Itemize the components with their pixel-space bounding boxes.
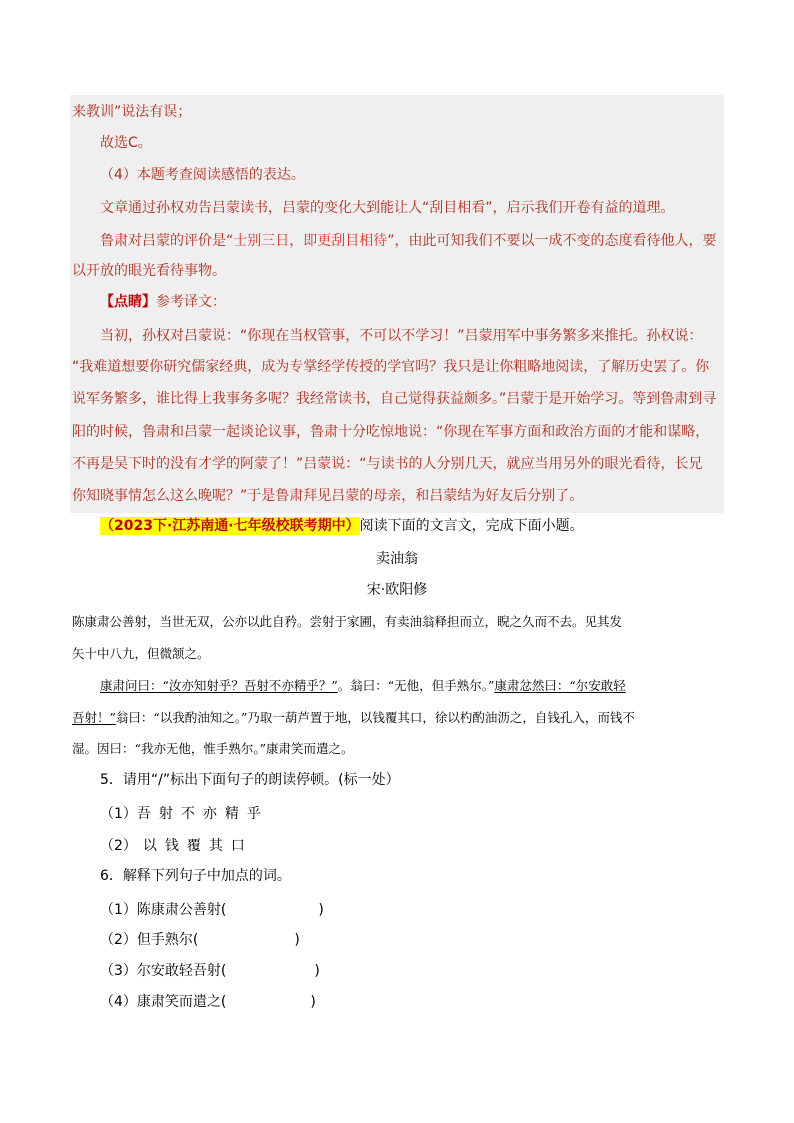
translation-line-6: 你知晓事情怎么这么晚呢？”于是鲁肃拜见吕蒙的母亲，和吕蒙结为好友后分别了。 [72,488,584,504]
translation-line-2: “我难道想要你研究儒家经典，成为专掌经学传授的学官吗？我只是让你粗略地阅读，了解历史罢了。你 [72,359,710,375]
underlined-question-2: 康肃忿然曰：“尔安敢轻 [494,678,626,693]
close-paren: ) [310,994,316,1010]
answer-choice: 故选C。 [100,135,152,151]
explanation-line-4: 文章通过孙权劝告吕蒙读书，吕蒙的变化大到能让人“刮目相看”，启示我们开卷有益的道理。 [100,200,675,216]
close-paren: ) [294,932,300,948]
explanation-quote: 士别三日，即更刮目相待 [233,233,388,249]
translation-line-4: 阳的时候，鲁肃和吕蒙一起谈论议事，鲁肃十分吃惊地说：“你现在军事方面和政治方面的才能和谋略， [72,424,710,440]
underlined-question-1: 康肃问曰：“汝亦知射乎？吾射不亦精乎？” [100,678,338,693]
question-6-2-prompt: （2）但手熟尔( [100,932,199,948]
passage-p1-line-2: 矢十中八九，但微颔之。 [72,646,210,661]
passage-p3: 湿。因曰：“我亦无他，惟手熟尔。”康肃笑而遣之。 [72,741,354,756]
source-line [100,517,584,535]
explanation-line-6: 以开放的眼光看待事物。 [72,263,226,279]
explanation-line-3: （4）本题考查阅读感悟的表达。 [100,167,305,183]
explanation-line-5-post: ”，由此可知我们不要以一成不变的态度看待他人，要 [387,233,717,249]
question-6-4 [100,993,316,1011]
question-6-4-prompt: （4）康肃笑而遣之( [100,994,227,1010]
passage-author: 宋·欧阳修 [366,582,428,598]
question-6-3 [100,962,320,980]
passage-title: 卖油翁 [376,551,418,567]
close-paren: ) [318,902,324,918]
question-5-1-number: （1） [100,806,137,822]
close-paren: ) [314,963,320,979]
question-6-1 [100,901,324,919]
question-5-2-number: （2） [100,838,137,854]
passage-p2-line-1 [100,678,626,694]
explanation-line-5 [100,232,717,250]
passage-p2-line-2 [72,710,635,726]
dianjing-heading [100,293,226,311]
passage-p2-mid: 。翁曰：“无他，但手熟尔。” [337,678,495,693]
underlined-question-2-end: 吾射！” [72,710,116,725]
translation-line-1: 当初，孙权对吕蒙说：“你现在当权管事，不可以不学习！”吕蒙用军中事务繁多来推托。孙权说： [100,328,703,344]
explanation-line-1: 来教训”说法有误； [72,104,192,120]
dianjing-label: 参考译文： [156,294,226,310]
question-5-2-sentence: 以钱覆其口 [142,838,253,854]
dianjing-tag: 【点睛】 [100,294,156,310]
question-6-3-prompt: （3）尔安敢轻吾射( [100,963,227,979]
question-5: 5．请用“/”标出下面句子的朗读停顿。(标一处） [100,772,400,788]
question-5-1 [100,805,269,823]
source-instruction: 阅读下面的文言文，完成下面小题。 [359,518,584,534]
question-5-2 [100,837,253,855]
explanation-line-5-pre: 鲁肃对吕蒙的评价是“ [100,233,234,249]
passage-p1-line-1: 陈康肃公善射，当世无双，公亦以此自矜。尝射于家圃，有卖油翁释担而立，睨之久而不去。见其发 [72,614,623,629]
question-5-1-sentence: 吾射不亦精乎 [136,806,269,822]
question-6: 6．解释下列句子中加点的词。 [100,868,291,884]
translation-line-5: 不再是吴下时的没有才学的阿蒙了！”吕蒙说：“与读书的人分别几天，就应当用另外的眼光看待，长兄 [72,456,703,472]
translation-line-3: 说军务繁多，谁比得上我事务多呢？我经常读书，自己觉得获益颇多。”吕蒙于是开始学习。等到鲁肃到寻 [72,391,717,407]
exam-source-tag: （2023下·江苏南通·七年级校联考期中） [100,518,360,534]
question-6-1-prompt: （1）陈康肃公善射( [100,902,227,918]
passage-p2-rest: 翁曰：“以我酌油知之。”乃取一葫芦置于地，以钱覆其口，徐以杓酌油沥之，自钱孔入，而钱不 [115,710,635,725]
question-6-2 [100,931,300,949]
